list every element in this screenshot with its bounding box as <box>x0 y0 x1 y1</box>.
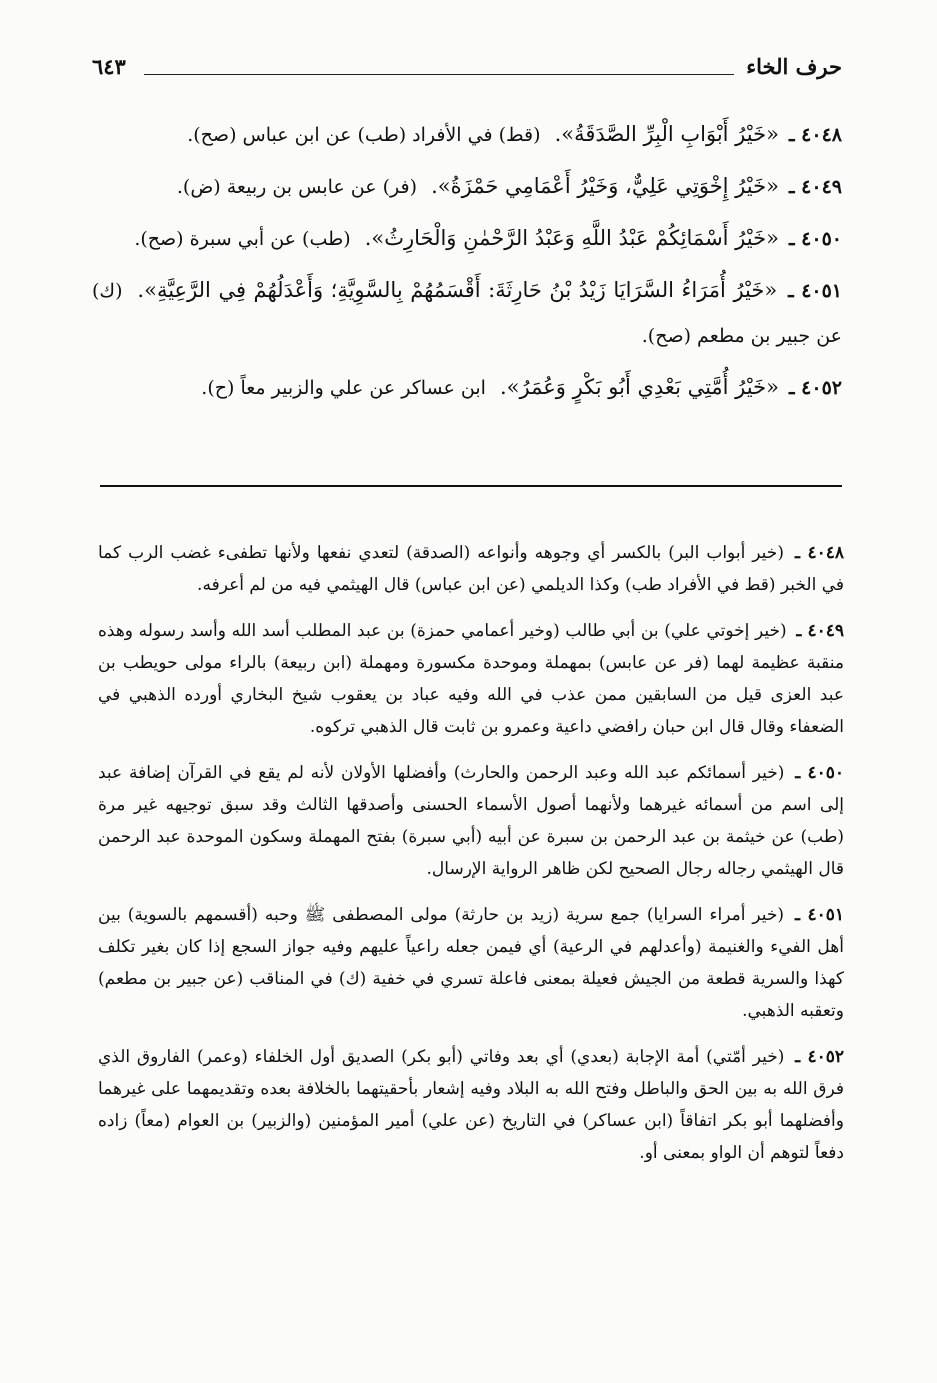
hadith-number: ٤٠٤٨ ـ <box>788 124 842 146</box>
commentary-4050 <box>98 757 844 885</box>
commentary-4051 <box>98 899 844 1027</box>
commentary-4052 <box>98 1041 844 1169</box>
commentary-text: (خير أسمائكم عبد الله وعبد الرحمن والحارث) وأفضلها الأولان لأنه لم يقع في القرآن إضافة عبد إلى اسم من أسمائه غيرهما ولأنهما أصول الأسماء الحسنى وأصدقها الثالث وقد سبق توجيهه غير مرة (طب) عن خيثمة بن عبد الرحمن بن سبرة عن أبيه (أبي سبرة) بفتح المهملة وسكون الموحدة عبد الرحمن قال الهيثمي رجاله رجال الصحيح لكن ظاهر الرواية الإرسال. <box>98 763 844 879</box>
hadith-number: ٤٠٥١ ـ <box>788 280 843 302</box>
page-header <box>92 52 842 88</box>
commentary-4049 <box>98 615 844 743</box>
commentary-number: ٤٠٥٢ ـ <box>795 1047 845 1067</box>
hadith-source: (قط) في الأفراد (طب) عن ابن عباس (صح). <box>187 124 541 146</box>
running-title: حرف الخاء <box>746 54 842 79</box>
commentary-4048 <box>98 537 844 601</box>
hadith-text: «خَيْرُ أَسْمَائِكُمْ عَبْدُ اللَّهِ وَعَبْدُ الرَّحْمٰنِ وَالْحَارِثُ». <box>364 226 779 250</box>
commentary-text: (خير إخوتي علي) بن أبي طالب (وخير أعمامي حمزة) بن عبد المطلب أسد الله وأسد رسوله وهذه منقبة عظيمة لهما (فر عن عابس) بمهملة وموحدة مكسورة ومهملة (ابن ربيعة) بالراء مولى حويطب بن عبد العزى قيل من السابقين ممن عذب في الله وفيه عباد بن يعقوب شيخ البخاري أورده الذهبي في الضعفاء وقال قال ابن حبان رافضي داعية وعمرو بن ثابت قال الذهبي تركوه. <box>98 621 844 737</box>
commentary-number: ٤٠٤٨ ـ <box>794 543 844 563</box>
commentary-number: ٤٠٤٩ ـ <box>796 621 845 641</box>
commentary-section <box>98 537 844 1183</box>
header-rule <box>144 74 734 75</box>
hadith-source: (ك) عن جبير بن مطعم (صح). <box>92 280 842 347</box>
hadith-number: ٤٠٥٠ ـ <box>788 228 842 250</box>
hadith-source: (فر) عن عابس بن ربيعة (ض). <box>176 176 418 198</box>
commentary-number: ٤٠٥١ ـ <box>795 905 845 925</box>
hadith-text: «خَيْرُ أُمَرَاءُ السَّرَايَا زَيْدُ بْنُ حَارِثَةَ: أَقْسَمُهُمْ بِالسَّوِيَّةِ؛ وَأَعْدَلُهُمْ فِي الرَّعِيَّةِ». <box>137 278 778 302</box>
hadith-4050 <box>92 216 842 262</box>
page-number: ٦٤٣ <box>92 54 126 79</box>
hadith-4052 <box>92 365 842 411</box>
hadith-source: (طب) عن أبي سبرة (صح). <box>134 228 351 250</box>
hadith-text: «خَيْرُ إِخْوَتِي عَلِيٌّ، وَخَيْرُ أَعْمَامِي حَمْزَةُ». <box>431 174 779 198</box>
hadith-number: ٤٠٥٢ ـ <box>788 377 842 399</box>
hadith-4048 <box>92 112 842 158</box>
hadith-list <box>92 112 842 417</box>
commentary-text: (خير أمراء السرايا) جمع سرية (زيد بن حارثة) مولى المصطفى ﷺ وحبه (أقسمهم بالسوية) بين أهل الفيء والغنيمة (وأعدلهم في الرعية) أي فيمن جعله راعياً عليهم وفيه جواز السجع إذا كان بغير تكلف كهذا والسرية قطعة من الجيش فعيلة بمعنى فاعلة تسري في خفية (ك) في المناقب (عن جبير بن مطعم) وتعقبه الذهبي. <box>98 905 844 1021</box>
commentary-text: (خير أبواب البر) بالكسر أي وجوهه وأنواعه (الصدقة) لتعدي نفعها ولأنها تطفىء غضب الرب كما في الخبر (قط في الأفراد طب) وكذا الديلمي (عن ابن عباس) قال الهيثمي فيه من لم أعرفه. <box>98 543 844 595</box>
hadith-number: ٤٠٤٩ ـ <box>788 176 842 198</box>
section-divider <box>100 485 842 487</box>
hadith-source: ابن عساكر عن علي والزبير معاً (ح). <box>201 377 486 399</box>
hadith-4051 <box>92 268 842 359</box>
commentary-text: (خير أمّتي) أمة الإجابة (بعدي) أي بعد وفاتي (أبو بكر) الصديق أول الخلفاء (وعمر) الفاروق الذي فرق الله به بين الحق والباطل وفتح الله به البلاد وفيه إشعار بأحقيتهما بالخلافة بعده وتقديمهما على غيرهما وأفضلهما أبو بكر اتفاقاً (ابن عساكر) في التاريخ (عن علي) أمير المؤمنين (والزبير) بن العوام (معاً) زاده دفعاً لتوهم أن الواو بمعنى أو. <box>98 1047 844 1163</box>
hadith-4049 <box>92 164 842 210</box>
hadith-text: «خَيْرُ أَبْوَابِ الْبِرِّ الصَّدَقَةُ». <box>554 122 779 146</box>
hadith-text: «خَيْرُ أُمَّتِي بَعْدِي أَبُو بَكْرٍ وَعُمَرُ». <box>499 375 779 399</box>
commentary-number: ٤٠٥٠ ـ <box>795 763 844 783</box>
